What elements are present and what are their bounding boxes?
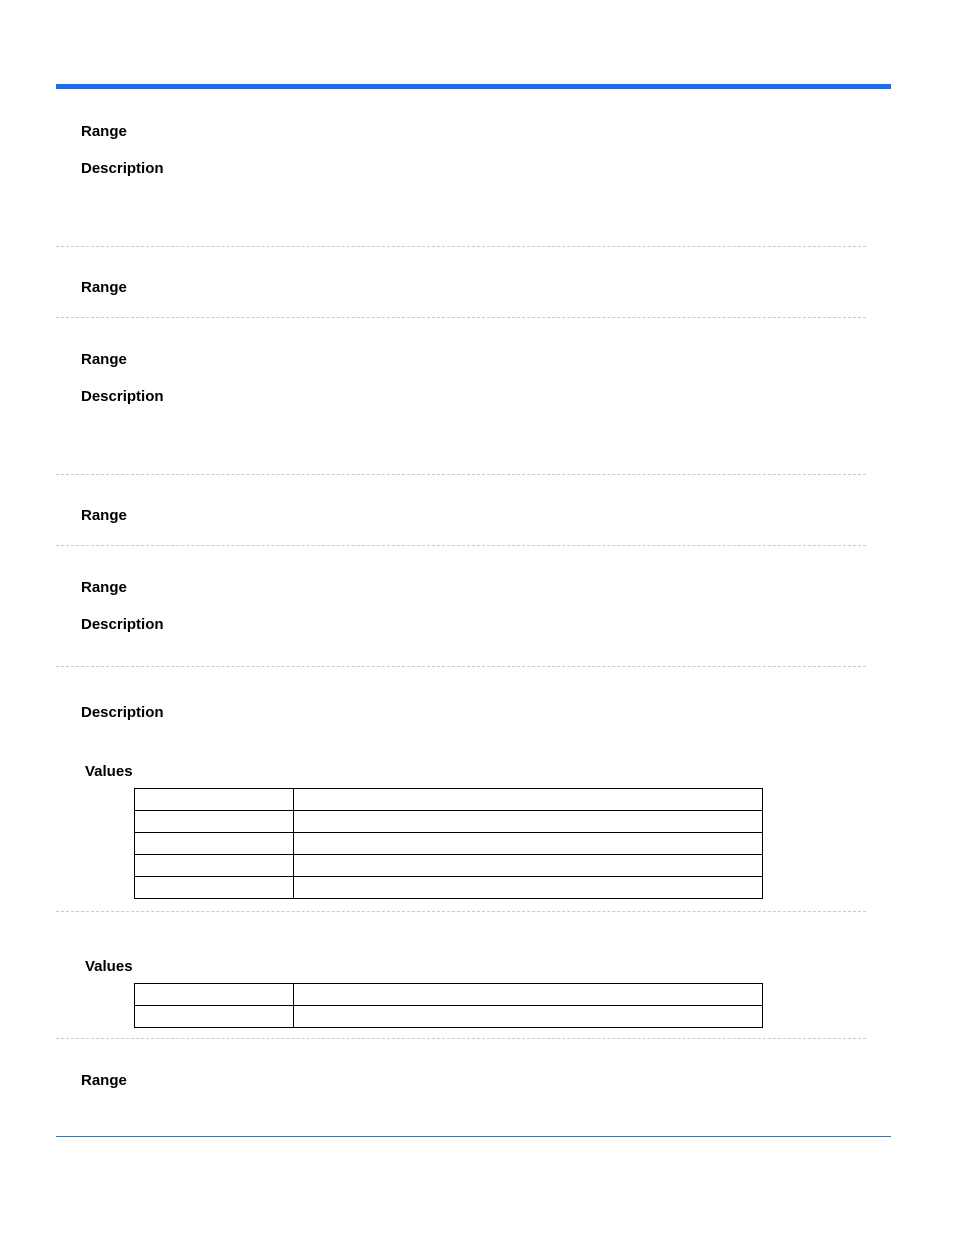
- table-row: [135, 811, 763, 833]
- table-cell: [135, 855, 294, 877]
- table-row: [135, 877, 763, 899]
- table-cell: [294, 1006, 763, 1028]
- values-table: [134, 788, 763, 899]
- table-row: [135, 833, 763, 855]
- footer-rule: [56, 1136, 891, 1137]
- table-cell: [135, 1006, 294, 1028]
- range-label: Range: [81, 351, 127, 368]
- section-separator: [56, 1038, 866, 1039]
- section-separator: [56, 911, 866, 912]
- section-separator: [56, 666, 866, 667]
- range-label: Range: [81, 579, 127, 596]
- values-label: Values: [85, 763, 133, 780]
- table-cell: [294, 789, 763, 811]
- table-cell: [294, 877, 763, 899]
- section-separator: [56, 317, 866, 318]
- range-label: Range: [81, 279, 127, 296]
- table-row: [135, 855, 763, 877]
- table-row: [135, 789, 763, 811]
- table-cell: [135, 984, 294, 1006]
- table-cell: [294, 984, 763, 1006]
- section-separator: [56, 474, 866, 475]
- section-separator: [56, 545, 866, 546]
- section-separator: [56, 246, 866, 247]
- table-cell: [135, 789, 294, 811]
- table-row: [135, 984, 763, 1006]
- description-label: Description: [81, 704, 164, 721]
- range-label: Range: [81, 507, 127, 524]
- table-row: [135, 1006, 763, 1028]
- table-cell: [135, 877, 294, 899]
- description-label: Description: [81, 388, 164, 405]
- table-cell: [294, 833, 763, 855]
- values-table: [134, 983, 763, 1028]
- table-cell: [294, 811, 763, 833]
- header-rule: [56, 84, 891, 89]
- table-cell: [135, 811, 294, 833]
- values-label: Values: [85, 958, 133, 975]
- range-label: Range: [81, 123, 127, 140]
- table-cell: [135, 833, 294, 855]
- range-label: Range: [81, 1072, 127, 1089]
- table-cell: [294, 855, 763, 877]
- description-label: Description: [81, 616, 164, 633]
- description-label: Description: [81, 160, 164, 177]
